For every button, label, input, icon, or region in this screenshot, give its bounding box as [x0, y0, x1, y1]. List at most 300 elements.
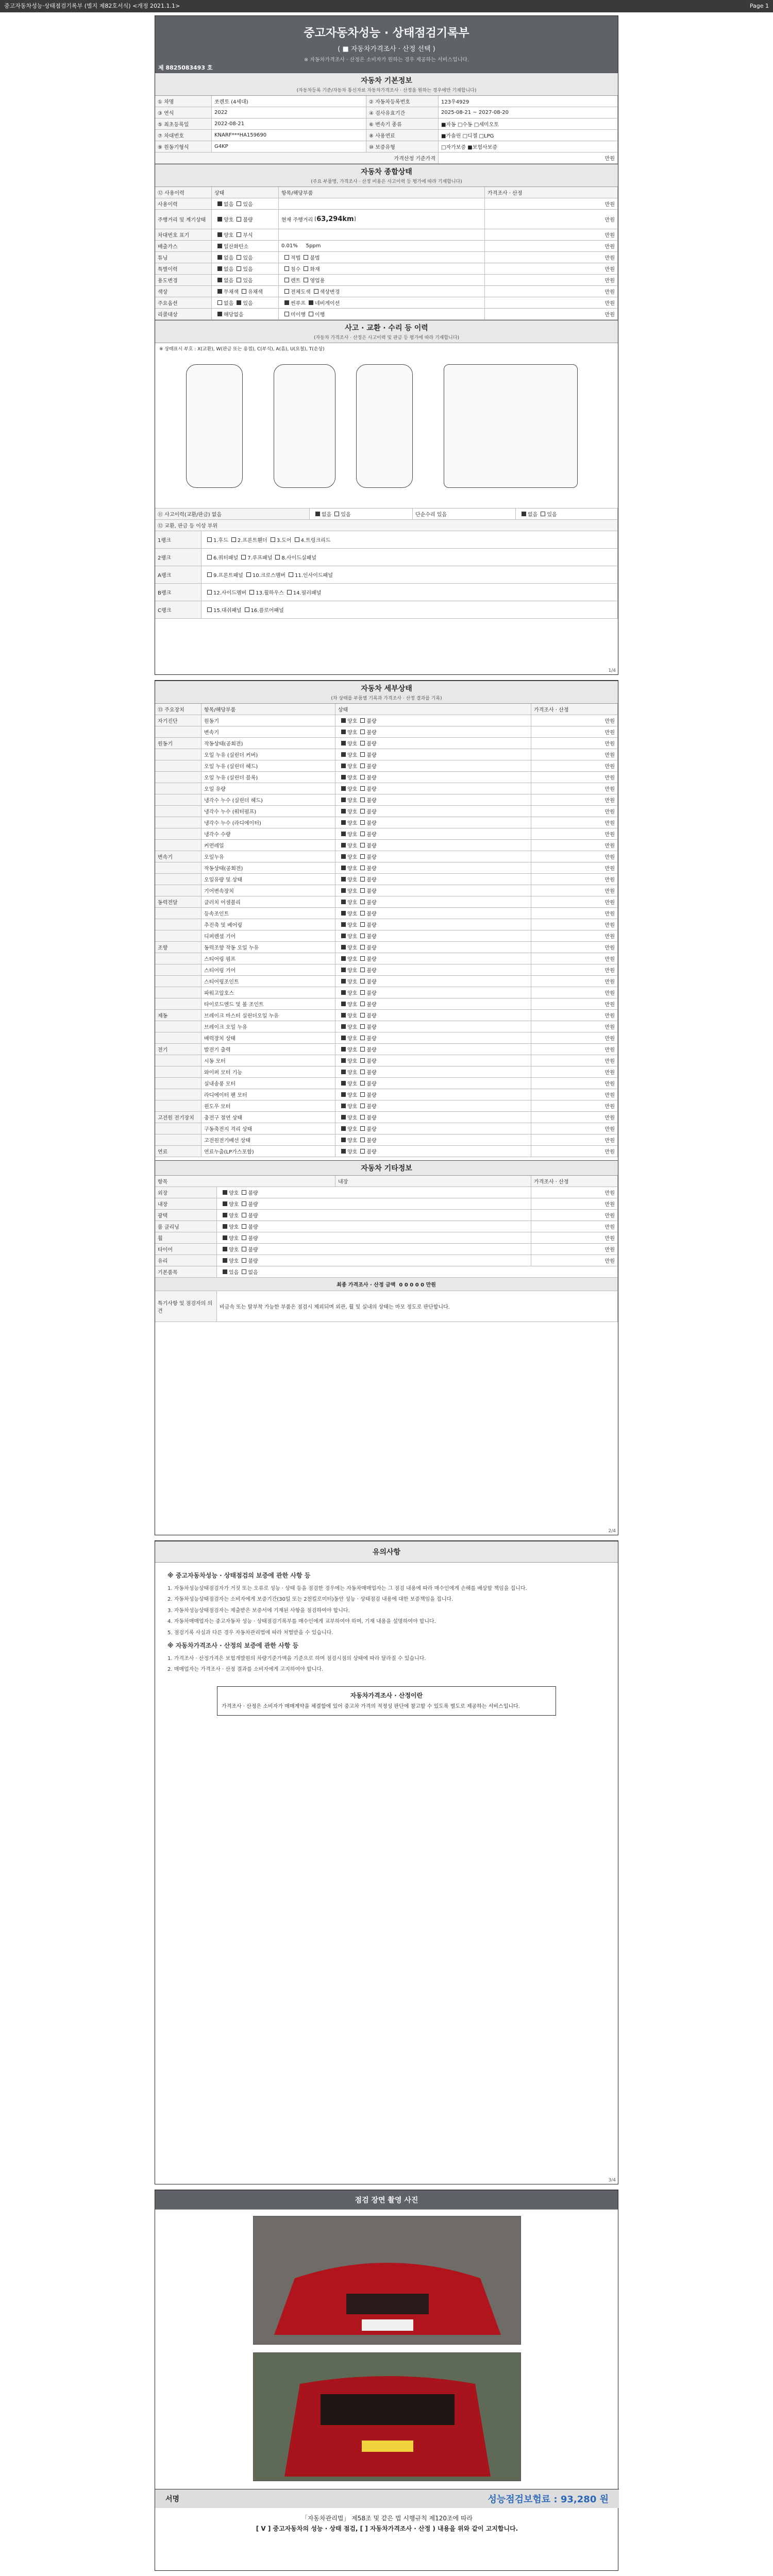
group-cell: 원동기 — [155, 738, 201, 749]
detail-row — [155, 1010, 618, 1021]
car-top-view — [274, 364, 335, 488]
cell: 주행거리 및 계기상태 — [155, 210, 212, 229]
group-cell — [155, 919, 201, 930]
other-price: 만원 — [531, 1244, 618, 1255]
cell: 만원 — [485, 263, 618, 274]
price-cell: 만원 — [531, 1032, 618, 1043]
section-title: 사고 · 교환 · 수리 등 이력 — [345, 324, 428, 332]
state-cell: 양호 불량 — [335, 772, 531, 783]
photos-title: 점검 장면 촬영 사진 — [355, 2196, 418, 2205]
price-cell: 만원 — [531, 749, 618, 760]
state-cell: 양호 불량 — [335, 1032, 531, 1043]
other-row — [155, 1187, 618, 1198]
item-cell: 오일 누유 (실린더 헤드) — [201, 760, 335, 771]
col-header: 항목 — [155, 1176, 335, 1187]
detail-row — [155, 726, 618, 738]
item-cell: 파워고압호스 — [201, 987, 335, 998]
accident-label: ⑪ 사고이력(교환/판금) 없음 — [155, 509, 310, 519]
section-title: 자동차 종합상태 — [361, 168, 412, 176]
section-other — [155, 1160, 618, 1176]
group-cell — [155, 783, 201, 794]
item-cell: 커먼레일 — [201, 840, 335, 851]
group-cell — [155, 908, 201, 919]
cell: G4KP — [212, 141, 366, 152]
signature-label: 서명 — [165, 2495, 180, 2503]
item-cell: 냉각수 누수 (워터펌프) — [201, 806, 335, 817]
item-cell: 등속조인트 — [201, 908, 335, 919]
group-cell — [155, 760, 201, 771]
item-cell: 냉각수 수량 — [201, 828, 335, 839]
item-cell: 디퍼렌셜 기어 — [201, 930, 335, 941]
item-cell: 스티어링 기어 — [201, 964, 335, 975]
state-cell: 양호 불량 — [335, 806, 531, 817]
form-header — [155, 16, 618, 73]
item-cell: 브레이크 오일 누유 — [201, 1021, 335, 1032]
rank-label: C랭크 — [155, 601, 201, 618]
other-state: 양호 불량 — [217, 1198, 531, 1209]
detail-row — [155, 760, 618, 772]
detail-row — [155, 1089, 618, 1100]
other-label: 외장 — [155, 1187, 217, 1198]
other-state: 양호 불량 — [217, 1210, 531, 1221]
item-cell: 시동 모터 — [201, 1055, 335, 1066]
detail-row — [155, 896, 618, 908]
detail-row — [155, 828, 618, 840]
state-cell: 양호 불량 — [335, 998, 531, 1009]
rank-label: 1랭크 — [155, 531, 201, 548]
state-cell: 양호 불량 — [335, 749, 531, 760]
cell: ⑤ 최초등록일 — [155, 118, 212, 129]
detail-row — [155, 840, 618, 851]
group-cell — [155, 964, 201, 975]
cell: ① 차명 — [155, 96, 212, 107]
section-detail — [155, 681, 618, 704]
group-cell: 제동 — [155, 1010, 201, 1021]
other-state: 양호 불량 — [217, 1255, 531, 1266]
insurance-fee: 성능점검보험료 : 93,280 원 — [488, 2494, 609, 2505]
group-cell: 연료 — [155, 1146, 201, 1157]
other-row — [155, 1244, 618, 1255]
notice-paragraph: 1. 가격조사 · 산정가격은 보험개발원의 차량기준가액을 기준으로 하며 점검시점의 상태에 따라 달라질 수 있습니다. — [167, 1655, 426, 1662]
cell: ④ 검사유효기간 — [366, 107, 439, 118]
price-cell: 만원 — [531, 851, 618, 862]
price-cell: 만원 — [531, 1123, 618, 1134]
rank-label: A랭크 — [155, 566, 201, 583]
price-cell: 만원 — [531, 930, 618, 941]
cell: ② 자동차등록번호 — [366, 96, 439, 107]
detail-row — [155, 874, 618, 885]
state-cell: 양호 불량 — [335, 1021, 531, 1032]
other-label: 유리 — [155, 1255, 217, 1266]
box-title: 자동차가격조사 · 산정이란 — [350, 1691, 423, 1699]
cell: 만원 — [485, 210, 618, 229]
price-cell: 만원 — [531, 874, 618, 885]
item-cell: 윈도우 모터 — [201, 1100, 335, 1111]
notice-paragraph: 4. 자동차매매업자는 중고자동차 성능 · 상태점검기록부를 매수인에게 교부하여야 하며, 기재 내용을 설명하여야 합니다. — [167, 1619, 436, 1625]
sheet-detail: 자동차 세부상태 (차 상태를 부품별 기록과 가격조사 · 산정 결과를 기록) ⑬ 주요장치 항목/해당부품 상태 가격조사 · 산정 자기진단 원동기 양호 불량 만원 변속기 양호 불량 만원 원동기 작동상태(공회전) 양호 불량 만원 오일 누유 (실린더 커버) 양호 불량 만원 오일 누유 (실린더 헤드) 양호 불량 만원 오일 누유 (실린더 블록) 양호 불량 만원 오일 유량 양호 불량 만원 냉각수 누수 (실린더 헤드) 양호 불량 만원 냉각수 누수 (워터펌프) 양호 불량 만원 냉각수 누수 (라디에이터) 양호 불량 만원 냉각수 수량 양호 불량 만원 커먼레일 양호 불량 만원 변속기 오일누유 양호 불량 만원 작동상태(공회전) 양호 불량 만원 오일유량 및 상태 양호 불량 만원 기어변속장치 양호 불량 만원 동력전달 클러치 어셈블리 양호 불량 만원 등속조인트 양호 불량 만원 추진축 및 베어링 양호 불량 만원 디퍼렌셜 기어 양호 불량 만원 조향 동력조향 작동 오일 누유 양호 불량 만원 스티어링 펌프 양호 불량 만원 스티어링 기어 양호 불량 만원 스티어링조인트 양호 불량 만원 파워고압호스 양호 불량 만원 타이로드엔드 및 볼 조인트 양호 불량 만원 제동 브레이크 마스터 실린더오일 누유 양호 불량 만원 브레이크 오일 누유 양호 불량 만원 배력장치 상태 양호 불량 만원 전기 발전기 출력 양호 불량 만원 시동 모터 양호 불량 만원 와이퍼 모터 기능 양호 불량 만원 실내송풍 모터 양호 불량 만원 라디에이터 팬 모터 양호 불량 만원 윈도우 모터 양호 불량 만원 고전원 전기장치 충전구 절연 상태 양호 불량 만원 구동축전지 격리 상태 양호 불량 만원 고전원전기배선 상태 양호 불량 만원 연료 연료누출(LP가스포함) 양호 불량 만원 자동차 기타정보 항목 내장 가격조사 · 산정 외장 양호 불량 만원 내장 양호 불량 만원 광택 양호 불량 만원 룸 클리닝 양호 불량 만원 휠 양호 불량 만원 타이어 양호 불량 만원 유리 양호 불량 만원 기본품목 있음 없음 최종 가격조사 · 산정 금액 0 0 0 0 0 만원 특기사항 및 점검자의 의견 비금속 또는 탈부착 가능한 부품은 점검시 제외되며 외관, 휠 및 실내의 상태는 마모 정도로 판단합니다. 2/4 — [155, 680, 618, 1535]
state-cell: 양호 불량 — [335, 885, 531, 896]
price-cell: 만원 — [531, 942, 618, 953]
cell: 리콜대상 — [155, 309, 212, 319]
car-diagram — [155, 354, 618, 509]
sheet-basic-info: 중고자동차성능 · 상태점검기록부 ( ■ 자동차가격조사 · 산정 선택 ) ※ 자동차가격조사 · 산정은 소비자가 원하는 경우 제공하는 서비스입니다. 제 8825083493 호 자동차 기본정보 (자동차등록 기준/자동차 통신자료 자동차가격조사 · 산정을 원하는 경우에만 기재합니다) ① 차명 쏘렌토 (4세대) ② 자동차등록번호 123우4929 ③ 연식 2022 ④ 검사유효기간 2025-08-21 ~ 2027-08-20 ⑤ 최초등록일 2022-08-21 ⑥ 변속기 종류 ■자동 □수동 □세미오토 ⑦ 차대번호 KNARF***HA159690 ⑧ 사용연료 ■가솔린 □디젤 □LPG ⑨ 원동기형식 G4KP ⑩ 보증유형 □자가보증 ■보험사보증 가격산정 기준가격 만원 자동차 종합상태 (주요 부품명, 가격조사 · 산정 비용은 사고이력 등 평가에 따라 기재합니다) ⑫ 사용이력 상태 항목/해당부품 가격조사 · 산정 사용이력 없음 있음 만원 주행거리 및 계기상태 양호 불량 현재 주행거리 [ 63,294km ] 만원 차대번호 표기 양호 부식 만원 배출가스 일산화탄소 0.01% 5ppm 만원 튜닝 없음 있음 적법 불법 만원 특별이력 없음 있음 침수 화재 만원 용도변경 없음 있음 렌트 영업용 만원 색상 무채색 유채색 전체도색 색상변경 만원 주요옵션 없음 있음 썬루프 네비게이션 만원 리콜대상 해당없음 미이행 이행 만원 사고 · 교환 · 수리 등 이력 (자동차 가격조사 · 산정은 사고이력 및 판금 등 평가에 따라 기재합니다) ※ 상태표시 부호 : X(교환), W(판금 또는 용접), C(부식), A(흠), U(요철), T(손상) ⑪ 사고이력(교환/판금) 없음 없음 있음 단순수리 있음 없음 있음 ⑫ 교환, 판금 등 이상 부위 1랭크 1.후드 2.프론트휀더 3.도어 4.트렁크리드 2랭크 6.쿼터패널 7.루프패널 8.사이드실패널 A랭크 9.프론트패널 10.크로스멤버 11.인사이드패널 B랭크 12.사이드멤버 13.휠하우스 14.필러패널 C랭크 15.대쉬패널 16.플로어패널 1/4 — [155, 15, 618, 675]
price-cell: 만원 — [531, 760, 618, 771]
state-cell: 양호 불량 — [335, 919, 531, 930]
cell: ③ 연식 — [155, 107, 212, 118]
detail-row — [155, 908, 618, 919]
special-text: 비금속 또는 탈부착 가능한 부품은 점검시 제외되며 외관, 휠 및 실내의 상태는 마모 정도로 판단합니다. — [217, 1291, 618, 1321]
state-cell: 양호 불량 — [335, 1146, 531, 1157]
mileage-label: 현재 주행거리 — [281, 217, 313, 223]
detail-row — [155, 987, 618, 998]
item-cell: 배력장치 상태 — [201, 1032, 335, 1043]
section-sub: (주요 부품명, 가격조사 · 산정 비용은 사고이력 등 평가에 따라 기재합니다) — [311, 179, 462, 184]
other-price: 만원 — [531, 1232, 618, 1243]
other-price: 만원 — [531, 1187, 618, 1198]
other-state: 양호 불량 — [217, 1187, 531, 1198]
item-cell: 라디에이터 팬 모터 — [201, 1089, 335, 1100]
item-cell: 변속기 — [201, 726, 335, 737]
detail-row — [155, 964, 618, 976]
state-cell: 양호 불량 — [335, 976, 531, 987]
group-cell: 고전원 전기장치 — [155, 1112, 201, 1123]
cell: ■가솔린 □디젤 □LPG — [439, 130, 618, 141]
state-cell: 양호 불량 — [335, 840, 531, 851]
price-cell: 만원 — [531, 828, 618, 839]
state-cell: 양호 불량 — [335, 851, 531, 862]
group-cell — [155, 1021, 201, 1032]
group-cell — [155, 1078, 201, 1089]
rank-label: 2랭크 — [155, 549, 201, 566]
result-value: 0 0 0 0 0 만원 — [399, 1282, 436, 1288]
detail-row — [155, 1021, 618, 1032]
cell: 만원 — [485, 241, 618, 251]
item-cell: 발전기 출력 — [201, 1044, 335, 1055]
group-cell — [155, 998, 201, 1009]
box-text: 가격조사 · 산정은 소비자가 매매계약을 체결함에 있어 중고차 가격의 적정성 판단에 참고할 수 있도록 별도로 제공하는 서비스입니다. — [222, 1703, 520, 1709]
col-header: 상태 — [335, 704, 531, 715]
legal-line: 「자동차관리법」 제58조 및 같은 법 시행규칙 제120조에 따라 — [301, 2515, 473, 2522]
cell: 만원 — [485, 229, 618, 240]
group-cell — [155, 817, 201, 828]
state-cell: 양호 불량 — [335, 783, 531, 794]
cell: KNARF***HA159690 — [212, 130, 366, 141]
price-value: 만원 — [439, 152, 618, 163]
price-cell: 만원 — [531, 1021, 618, 1032]
other-price: 만원 — [531, 1255, 618, 1266]
group-cell — [155, 1089, 201, 1100]
price-cell: 만원 — [531, 1146, 618, 1157]
other-price: 만원 — [531, 1221, 618, 1232]
detail-row — [155, 715, 618, 726]
item-cell: 추진축 및 베어링 — [201, 919, 335, 930]
detail-row — [155, 1044, 618, 1055]
state-cell: 양호 불량 — [335, 987, 531, 998]
state-cell: 양호 불량 — [335, 896, 531, 907]
item-cell: 오일 유량 — [201, 783, 335, 794]
top-bar — [0, 0, 773, 12]
cell: 특별이력 — [155, 263, 212, 274]
car-rear-photo — [254, 2353, 521, 2481]
legal-line: [ V ] 중고자동차의 성능 · 상태 점검, [ ] 자동차가격조사 · 산정 ) 내용을 위와 같이 고지합니다. — [256, 2525, 518, 2533]
group-cell: 변속기 — [155, 851, 201, 862]
notice-paragraph: 2. 매매업자는 가격조사 · 산정 결과를 소비자에게 고지하여야 합니다. — [167, 1667, 324, 1673]
item-cell: 냉각수 누수 (실린더 헤드) — [201, 794, 335, 805]
notice-paragraph: 5. 점검기록 사실과 다른 경우 자동차관리법에 따라 처벌받을 수 있습니다. — [167, 1630, 333, 1636]
state-cell: 양호 불량 — [335, 862, 531, 873]
item-cell: 타이로드엔드 및 볼 조인트 — [201, 998, 335, 1009]
detail-row — [155, 1055, 618, 1066]
other-state: 양호 불량 — [217, 1232, 531, 1243]
detail-row — [155, 930, 618, 942]
state-cell: 양호 불량 — [335, 1044, 531, 1055]
item-cell: 오일 누유 (실린더 커버) — [201, 749, 335, 760]
detail-row — [155, 1146, 618, 1157]
item-cell: 냉각수 누수 (라디에이터) — [201, 817, 335, 828]
group-cell — [155, 987, 201, 998]
cell: □자가보증 ■보험사보증 — [439, 141, 618, 152]
detail-row — [155, 1100, 618, 1112]
col-header: 내장 — [335, 1176, 531, 1187]
cell: 차대번호 표기 — [155, 229, 212, 240]
record-number: 제 8825083493 호 — [158, 64, 213, 71]
cell: ⑧ 사용연료 — [366, 130, 439, 141]
section-sub: (차 상태를 부품별 기록과 가격조사 · 산정 결과를 기록) — [331, 696, 442, 701]
group-cell: 자기진단 — [155, 715, 201, 726]
group-cell — [155, 794, 201, 805]
other-row — [155, 1255, 618, 1266]
price-cell: 만원 — [531, 976, 618, 987]
other-label: 룸 클리닝 — [155, 1221, 217, 1232]
state-cell: 양호 불량 — [335, 1055, 531, 1066]
item-cell: 와이퍼 모터 기능 — [201, 1066, 335, 1077]
cell: 주요옵션 — [155, 297, 212, 308]
detail-row — [155, 1112, 618, 1123]
detail-row — [155, 976, 618, 987]
cell: ⑥ 변속기 종류 — [366, 118, 439, 129]
cell: 만원 — [485, 275, 618, 285]
price-cell: 만원 — [531, 794, 618, 805]
group-cell — [155, 976, 201, 987]
group-cell: 조향 — [155, 942, 201, 953]
detail-row — [155, 772, 618, 783]
price-cell: 만원 — [531, 738, 618, 749]
notice-paragraph: 2. 자동차성능상태점검자는 소비자에게 보증기간(30일 또는 2천킬로미터)동안 성능 · 상태점검 내용에 대한 보증책임을 집니다. — [167, 1597, 453, 1603]
price-cell: 만원 — [531, 987, 618, 998]
other-row — [155, 1221, 618, 1232]
state-cell: 양호 불량 — [335, 828, 531, 839]
col-header: ⑬ 주요장치 — [155, 704, 201, 715]
cell: 용도변경 — [155, 275, 212, 285]
state-cell: 양호 불량 — [335, 715, 531, 726]
cell: ■자동 □수동 □세미오토 — [439, 118, 618, 129]
price-cell: 만원 — [531, 840, 618, 851]
price-cell: 만원 — [531, 1055, 618, 1066]
cell: 색상 — [155, 286, 212, 297]
price-cell: 만원 — [531, 1089, 618, 1100]
price-cell: 만원 — [531, 783, 618, 794]
item-cell: 스티어링 펌프 — [201, 953, 335, 964]
group-cell — [155, 1123, 201, 1134]
sheet-photos — [155, 2190, 618, 2571]
rank-label: B랭크 — [155, 584, 201, 601]
item-cell: 고전원전기배선 상태 — [201, 1134, 335, 1145]
basic-items-state: 있음 없음 — [217, 1266, 618, 1277]
form-caption: 중고자동차성능·상태점검기록부 (별지 제82호서식) <개정 2021.1.1> — [4, 3, 180, 9]
cell: ⑨ 원동기형식 — [155, 141, 212, 152]
price-cell: 만원 — [531, 817, 618, 828]
cell: 튜닝 — [155, 252, 212, 263]
other-row — [155, 1198, 618, 1210]
simple-repair-label: 단순수리 있음 — [413, 509, 516, 519]
price-cell: 만원 — [531, 726, 618, 737]
group-cell: 동력전달 — [155, 896, 201, 907]
detail-row — [155, 885, 618, 896]
status-legend: ※ 상태표시 부호 : X(교환), W(판금 또는 용접), C(부식), A(흠), U(요철), T(손상) — [159, 347, 325, 352]
detail-row — [155, 806, 618, 817]
price-cell: 만원 — [531, 862, 618, 873]
price-label: 가격산정 기준가격 — [155, 152, 439, 163]
state-cell: 양호 불량 — [335, 1066, 531, 1077]
cell: 만원 — [485, 297, 618, 308]
group-cell — [155, 840, 201, 851]
group-cell — [155, 862, 201, 873]
state-cell: 양호 불량 — [335, 930, 531, 941]
price-cell: 만원 — [531, 1044, 618, 1055]
group-cell — [155, 885, 201, 896]
section-sub: (자동차 가격조사 · 산정은 사고이력 및 판금 등 평가에 따라 기재합니다) — [314, 335, 459, 341]
item-cell: 오일유량 및 상태 — [201, 874, 335, 885]
state-cell: 양호 불량 — [335, 1089, 531, 1100]
special-label: 특기사항 및 점검자의 의견 — [155, 1291, 217, 1321]
other-label: 내장 — [155, 1198, 217, 1209]
section-title: 자동차 기타정보 — [361, 1164, 412, 1173]
col-header: 가격조사 · 산정 — [531, 704, 618, 715]
state-cell: 양호 불량 — [335, 1010, 531, 1021]
state-cell: 양호 불량 — [335, 738, 531, 749]
basic-items-label: 기본품목 — [155, 1266, 217, 1277]
group-cell — [155, 772, 201, 783]
price-cell: 만원 — [531, 1066, 618, 1077]
state-cell: 양호 불량 — [335, 908, 531, 919]
price-cell: 만원 — [531, 998, 618, 1009]
state-cell: 양호 불량 — [335, 1123, 531, 1134]
item-cell: 브레이크 마스터 실린더오일 누유 — [201, 1010, 335, 1021]
item-cell: 원동기 — [201, 715, 335, 726]
price-cell: 만원 — [531, 806, 618, 817]
other-row — [155, 1210, 618, 1221]
detail-row — [155, 942, 618, 953]
group-cell — [155, 806, 201, 817]
car-rear-view — [356, 364, 413, 488]
price-cell: 만원 — [531, 772, 618, 783]
group-cell — [155, 1055, 201, 1066]
detail-row — [155, 1134, 618, 1146]
price-cell: 만원 — [531, 1112, 618, 1123]
cell: ⑦ 차대번호 — [155, 130, 212, 141]
other-price: 만원 — [531, 1210, 618, 1221]
group-cell — [155, 1032, 201, 1043]
group-cell — [155, 828, 201, 839]
state-cell: 양호 불량 — [335, 964, 531, 975]
detail-row — [155, 998, 618, 1010]
item-cell: 연료누출(LP가스포함) — [201, 1146, 335, 1157]
item-cell: 충전구 절연 상태 — [201, 1112, 335, 1123]
price-cell: 만원 — [531, 1134, 618, 1145]
cell: 123우4929 — [439, 96, 618, 107]
page-indicator: Page 1 — [749, 3, 769, 9]
group-cell — [155, 874, 201, 885]
item-cell: 기어변속장치 — [201, 885, 335, 896]
section-sub: (자동차등록 기준/자동차 통신자료 자동차가격조사 · 산정을 원하는 경우에만 기재합니다) — [296, 88, 477, 93]
group-cell — [155, 749, 201, 760]
price-cell: 만원 — [531, 896, 618, 907]
state-cell: 양호 불량 — [335, 942, 531, 953]
car-front-view — [186, 364, 243, 488]
state-cell: 양호 불량 — [335, 953, 531, 964]
detail-row — [155, 749, 618, 760]
detail-row — [155, 783, 618, 794]
price-cell: 만원 — [531, 964, 618, 975]
col-header: 항목/해당부품 — [201, 704, 335, 715]
cell: 배출가스 — [155, 241, 212, 251]
form-note: ※ 자동차가격조사 · 산정은 소비자가 원하는 경우 제공하는 서비스입니다. — [304, 57, 469, 63]
mileage-value: 63,294km — [316, 215, 354, 223]
item-cell: 스티어링조인트 — [201, 976, 335, 987]
section-summary — [155, 164, 618, 187]
detail-row — [155, 919, 618, 930]
price-cell: 만원 — [531, 919, 618, 930]
col-header: 가격조사 · 산정 — [531, 1176, 618, 1187]
price-cell: 만원 — [531, 1078, 618, 1089]
other-label: 타이어 — [155, 1244, 217, 1255]
form-subtitle: ( ■ 자동차가격조사 · 산정 선택 ) — [338, 45, 435, 53]
parts-label: ⑫ 교환, 판금 등 이상 부위 — [155, 520, 618, 531]
item-cell: 오일누유 — [201, 851, 335, 862]
item-cell: 구동축전지 격리 상태 — [201, 1123, 335, 1134]
notice-paragraph: 1. 자동차성능상태점검자가 거짓 또는 오류로 성능 · 상태 등을 점검한 경우에는 자동차매매업자는 그 점검 내용에 따라 매수인에게 손해를 배상할 책임을 집니다. — [167, 1585, 527, 1591]
sheet-notice: 유의사항 ※ 중고자동차성능 · 상태점검의 보증에 관한 사항 등 1. 자동차성능상태점검자가 거짓 또는 오류로 성능 · 상태 등을 점검한 경우에는 자동차매매업자는 그 점검 내용에 따라 매수인에게 손해를 배상할 책임을 집니다. 2. 자동차성능상태점검자는 소비자에게 보증기간(30일 또는 2천킬로미터)동안 성능 · 상태점검 내용에 대한 보증책임을 집니다. 3. 자동차성능상태점검자는 제출받은 보증서에 기재된 사항을 점검하여야 합니다. 4. 자동차매매업자는 중고자동차 성능 · 상태점검기록부를 매수인에게 교부하여야 하며, 기재 내용을 설명하여야 합니다. 5. 점검기록 사실과 다른 경우 자동차관리법에 따라 처벌받을 수 있습니다. ※ 자동차가격조사 · 산정의 보증에 관한 사항 등 1. 가격조사 · 산정가격은 보험개발원의 차량기준가액을 기준으로 하며 점검시점의 상태에 따라 달라질 수 있습니다. 2. 매매업자는 가격조사 · 산정 결과를 소비자에게 고지하여야 합니다. 자동차가격조사 · 산정이란 가격조사 · 산정은 소비자가 매매계약을 체결함에 있어 중고차 가격의 적정성 판단에 참고할 수 있도록 별도로 제공하는 서비스입니다. 3/4 — [155, 1540, 618, 2184]
result-title: 최종 가격조사 · 산정 금액 — [337, 1282, 396, 1288]
photo-rear — [253, 2352, 521, 2481]
detail-row — [155, 851, 618, 862]
cell: 2025-08-21 ~ 2027-08-20 — [439, 107, 618, 118]
item-cell: 클러치 어셈블리 — [201, 896, 335, 907]
cell: 2022 — [212, 107, 366, 118]
section-title: 자동차 기본정보 — [361, 77, 412, 85]
notice-body — [155, 1563, 618, 1681]
group-cell: 전기 — [155, 1044, 201, 1055]
detail-row — [155, 1066, 618, 1078]
group-cell — [155, 1100, 201, 1111]
cell: 쏘렌토 (4세대) — [212, 96, 366, 107]
form-title: 중고자동차성능 · 상태점검기록부 — [304, 27, 469, 40]
other-state: 양호 불량 — [217, 1244, 531, 1255]
state-cell: 양호 불량 — [335, 1134, 531, 1145]
group-cell — [155, 930, 201, 941]
notice-title: 유의사항 — [372, 1548, 401, 1556]
notice-heading: ※ 자동차가격조사 · 산정의 보증에 관한 사항 등 — [167, 1642, 299, 1650]
detail-row — [155, 953, 618, 964]
photo-front — [253, 2216, 521, 2345]
other-label: 휠 — [155, 1232, 217, 1243]
detail-row — [155, 817, 618, 828]
detail-row — [155, 1078, 618, 1089]
price-cell: 만원 — [531, 1010, 618, 1021]
group-cell — [155, 1066, 201, 1077]
item-cell: 작동상태(공회전) — [201, 862, 335, 873]
cell: 만원 — [485, 286, 618, 297]
